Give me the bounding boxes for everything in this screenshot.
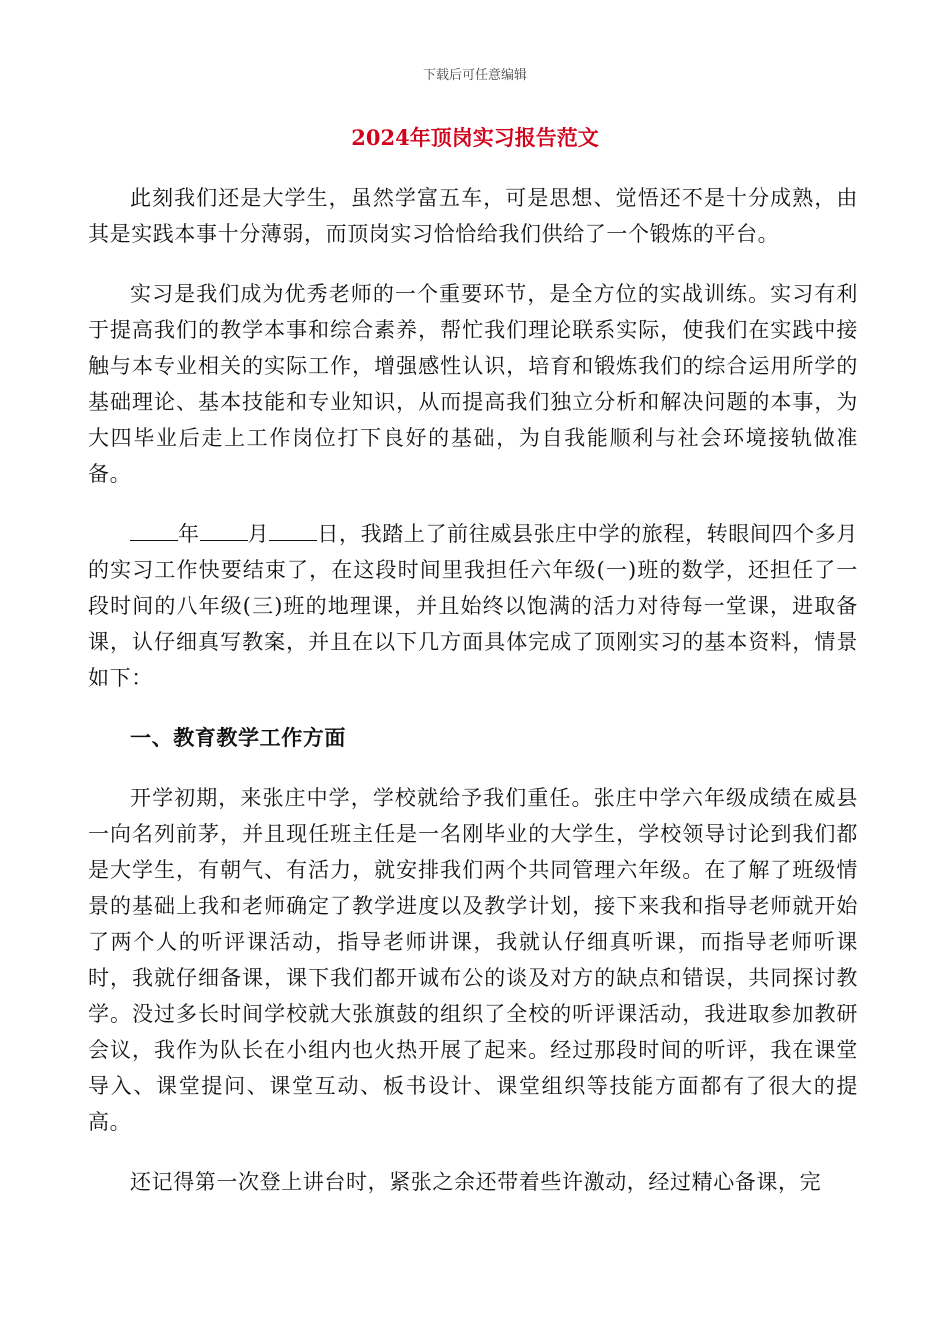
paragraph-2: 实习是我们成为优秀老师的一个重要环节，是全方位的实战训练。实习有利于提高我们的教学本事和综合素养，帮忙我们理论联系实际，使我们在实践中接触与本专业相关的实际工作，增强感性认识，培育和锻炼我们的综合运用所学的基础理论、基本技能和专业知识，从而提高我们独立分析和解决问题的本事，为大四毕业后走上工作岗位打下良好的基础，为自我能顺利与社会环境接轨做准备。	[88, 282, 858, 486]
paragraph-1: 此刻我们还是大学生，虽然学富五车，可是思想、觉悟还不是十分成熟，由其是实践本事十分薄弱，而顶岗实习恰恰给我们供给了一个锻炼的平台。	[88, 186, 858, 246]
document-body	[88, 180, 858, 1200]
blank-month	[200, 518, 248, 541]
paragraph-3	[88, 516, 858, 696]
blank-day	[269, 518, 317, 541]
blank-year	[130, 518, 178, 541]
label-month: 月	[247, 522, 270, 546]
paragraph-4: 开学初期，来张庄中学，学校就给予我们重任。张庄中学六年级成绩在威县一向名列前茅，并且现任班主任是一名刚毕业的大学生，学校领导讨论到我们都是大学生，有朝气、有活力，就安排我们两个共同管理六年级。在了解了班级情景的基础上我和老师确定了教学进度以及教学计划，接下来我和指导老师就开始了两个人的听评课活动，指导老师讲课，我就认仔细真听课，而指导老师听课时，我就仔细备课，课下我们都开诚布公的谈及对方的缺点和错误，共同探讨教学。没过多长时间学校就大张旗鼓的组织了全校的听评课活动，我进取参加教研会议，我作为队长在小组内也火热开展了起来。经过那段时间的听评，我在课堂导入、课堂提问、课堂互动、板书设计、课堂组织等技能方面都有了很大的提高。	[88, 786, 858, 1134]
header-note: 下载后可任意编辑	[422, 68, 527, 83]
document-title: 2024年顶岗实习报告范文	[351, 125, 599, 150]
paragraph-3-text: 日，我踏上了前往威县张庄中学的旅程，转眼间四个多月的实习工作快要结束了，在这段时间里我担任六年级(一)班的数学，还担任了一段时间的八年级(三)班的地理课，并且始终以饱满的活力对待每一堂课，进取备课，认仔细真写教案，并且在以下几方面具体完成了顶刚实习的基本资料，情景如下：	[88, 522, 858, 690]
paragraph-5: 还记得第一次登上讲台时，紧张之余还带着些许激动，经过精心备课，完	[130, 1170, 822, 1194]
label-year: 年	[178, 522, 200, 546]
section-heading-1: 一、教育教学工作方面	[130, 725, 346, 750]
